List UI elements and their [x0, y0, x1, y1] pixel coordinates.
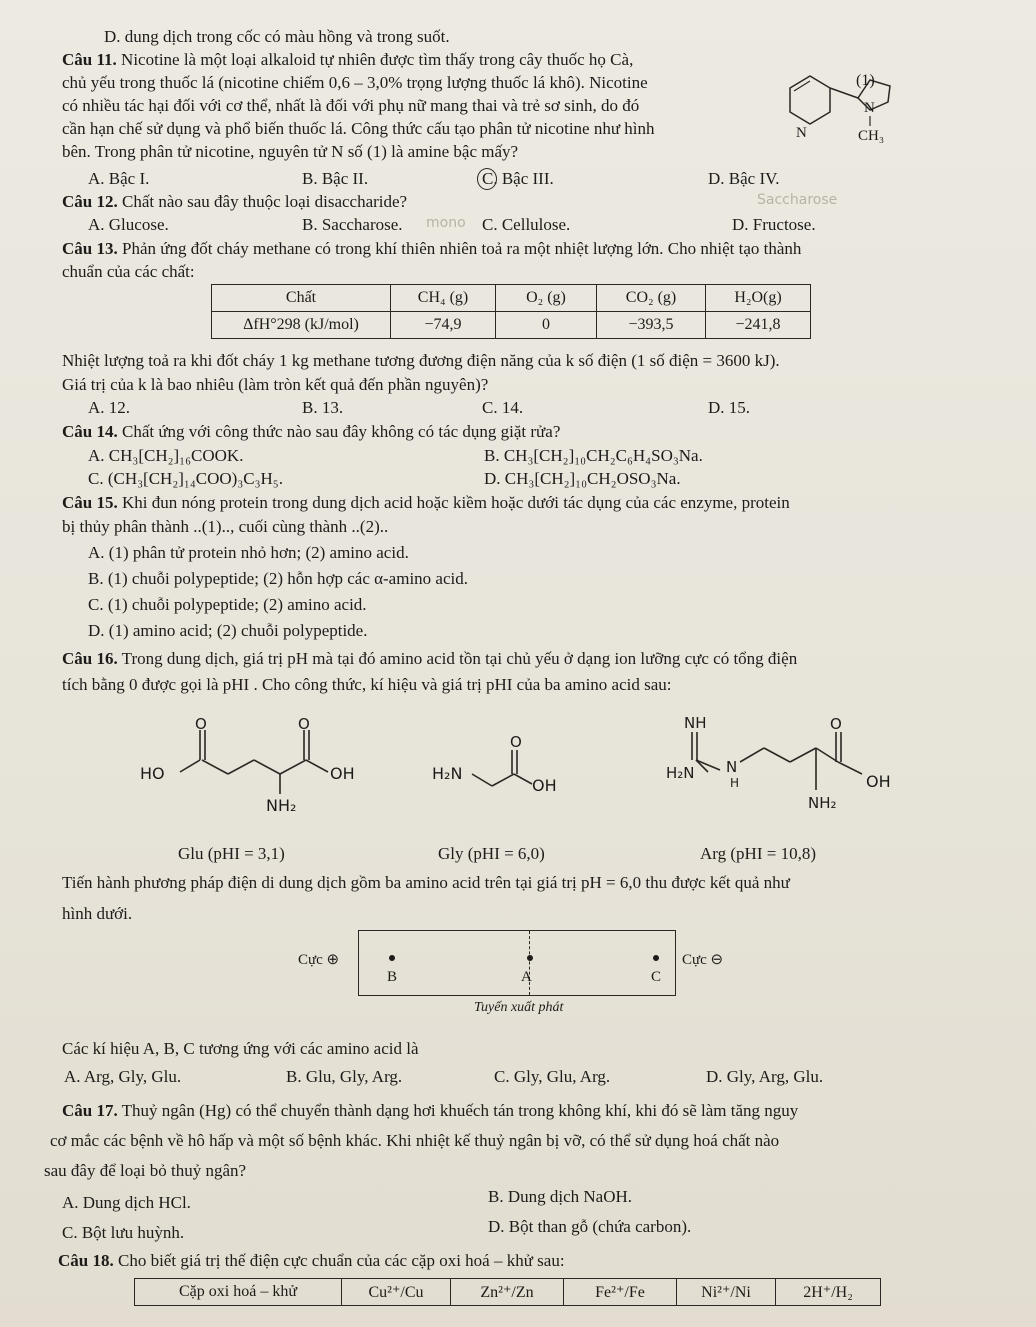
cathode-label: Cực ⊖ — [682, 952, 724, 968]
electrophoresis-box — [358, 930, 676, 996]
q13-line-4: Giá trị của k là bao nhiêu (làm tròn kết quả đến phần nguyên)? — [62, 375, 489, 394]
pencil-scribble-2: mono — [426, 215, 466, 231]
q14-stem: Câu 14. Chất ứng với công thức nào sau đây không có tác dụng giặt rửa? — [62, 422, 561, 441]
glu-o-2: O — [298, 715, 310, 733]
spot-a — [527, 955, 533, 961]
gly-o: O — [510, 733, 522, 751]
nicotine-n-2: N — [796, 125, 807, 141]
q16-option-b[interactable]: B. Glu, Gly, Arg. — [286, 1067, 403, 1086]
q13-option-c[interactable]: C. 14. — [482, 398, 524, 417]
anode-label: Cực ⊕ — [298, 952, 340, 968]
q16-line-4: hình dưới. — [62, 904, 133, 923]
spot-a-label: A — [521, 969, 532, 985]
q16-line-2: tích bằng 0 được gọi là pHI . Cho công thức, kí hiệu và giá trị pHI của ba amino acid sau: — [62, 675, 672, 694]
q14-option-d[interactable]: D. CH₃[CH₂]₁₀CH₂OSO₃Na. — [484, 469, 681, 488]
arg-nh: NH — [684, 714, 707, 732]
q15-option-c[interactable]: C. (1) chuỗi polypeptide; (2) amino acid. — [88, 595, 367, 614]
enthalpy-header-cell: H₂O(g) — [706, 285, 811, 312]
glu-structure — [150, 712, 360, 812]
pencil-scribble: Saccharose — [757, 192, 838, 208]
enthalpy-value-cell: −74,9 — [391, 312, 496, 339]
q11-option-c[interactable]: C. Bậc III. — [482, 169, 554, 188]
q17-option-b[interactable]: B. Dung dịch NaOH. — [488, 1187, 633, 1206]
redox-header-cell: Cặp oxi hoá – khử — [135, 1279, 342, 1306]
q17-line-2: cơ mắc các bệnh về hô hấp và một số bệnh khác. Khi nhiệt kế thuỷ ngân bị vỡ, có thể sử dụng hoá chất nào — [50, 1131, 780, 1150]
redox-header-cell: Ni²⁺/Ni — [677, 1279, 776, 1306]
answer-circle — [477, 168, 497, 190]
q10-option-d: D. dung dịch trong cốc có màu hồng và trong suốt. — [104, 27, 450, 46]
enthalpy-value-cell: ΔfH°298 (kJ/mol) — [212, 312, 391, 339]
nicotine-label-1: (1) — [856, 72, 875, 89]
redox-header-cell: 2H⁺/H₂ — [776, 1279, 881, 1306]
q12-option-b[interactable]: B. Saccharose. — [302, 215, 403, 234]
q15-option-a[interactable]: A. (1) phân tử protein nhỏ hơn; (2) amino acid. — [88, 543, 409, 562]
q15-option-d[interactable]: D. (1) amino acid; (2) chuỗi polypeptide. — [88, 621, 368, 640]
q11-line-3: có nhiều tác hại đối với cơ thể, nhất là đối với phụ nữ mang thai và trẻ sơ sinh, do đó — [62, 96, 640, 115]
gly-oh: OH — [532, 776, 557, 795]
q14-option-a[interactable]: A. CH₃[CH₂]₁₆COOK. — [88, 446, 244, 465]
spot-b — [389, 955, 395, 961]
question-number: Câu 15. — [62, 493, 118, 512]
q13-option-d[interactable]: D. 15. — [708, 398, 751, 417]
q16-option-a[interactable]: A. Arg, Gly, Glu. — [64, 1067, 182, 1086]
glu-o-1: O — [195, 715, 207, 733]
q12-option-a[interactable]: A. Glucose. — [88, 215, 169, 234]
q17-option-a[interactable]: A. Dung dịch HCl. — [62, 1193, 191, 1212]
nicotine-structure — [770, 58, 930, 158]
enthalpy-header-cell: CH₄ (g) — [391, 285, 496, 312]
redox-header-cell: Zn²⁺/Zn — [451, 1279, 564, 1306]
spot-c-label: C — [651, 969, 662, 985]
q16-option-d[interactable]: D. Gly, Arg, Glu. — [706, 1067, 824, 1086]
q12-option-c[interactable]: C. Cellulose. — [482, 215, 571, 234]
question-number: Câu 12. — [62, 192, 118, 211]
q11-option-d[interactable]: D. Bậc IV. — [708, 169, 780, 188]
glu-oh: OH — [330, 764, 355, 783]
q15-line-1: Câu 15. Khi đun nóng protein trong dung dịch acid hoặc kiềm hoặc dưới tác dụng của các enzyme, protein — [62, 493, 790, 512]
nicotine-ch3: CH₃ — [858, 128, 885, 144]
redox-table — [134, 1278, 881, 1306]
q11-line-5: bên. Trong phân tử nicotine, nguyên tử N số (1) là amine bậc mấy? — [62, 142, 519, 161]
q17-line-3: sau đây để loại bỏ thuỷ ngân? — [44, 1161, 247, 1180]
question-number: Câu 13. — [62, 239, 118, 258]
q11-line-4: cần hạn chế sử dụng và phổ biến thuốc lá. Công thức cấu tạo phân tử nicotine như hình — [62, 119, 655, 138]
q13-option-b[interactable]: B. 13. — [302, 398, 344, 417]
spot-b-label: B — [387, 969, 398, 985]
q16-line-1: Câu 16. Trong dung dịch, giá trị pH mà tại đó amino acid tồn tại chủ yếu ở dạng ion lưỡng cực có tổng điện — [62, 649, 798, 668]
question-number: Câu 11. — [62, 50, 117, 69]
spot-c — [653, 955, 659, 961]
q17-option-d[interactable]: D. Bột than gỗ (chứa carbon). — [488, 1217, 692, 1236]
q12-stem: Câu 12. Chất nào sau đây thuộc loại disaccharide? — [62, 192, 408, 211]
arg-nh2: NH₂ — [808, 794, 837, 812]
q11-line-2: chủ yếu trong thuốc lá (nicotine chiếm 0,6 – 3,0% trọng lượng thuốc lá khô). Nicotine — [62, 73, 648, 92]
q13-option-a[interactable]: A. 12. — [88, 398, 131, 417]
q11-option-b[interactable]: B. Bậc II. — [302, 169, 369, 188]
redox-header-cell: Cu²⁺/Cu — [342, 1279, 451, 1306]
gly-caption: Gly (pHI = 6,0) — [438, 844, 545, 863]
gly-h2n: H₂N — [432, 764, 463, 783]
glu-nh2: NH₂ — [266, 796, 297, 815]
q12-option-d[interactable]: D. Fructose. — [732, 215, 816, 234]
q13-line-2: chuẩn của các chất: — [62, 262, 195, 281]
enthalpy-header-cell: O₂ (g) — [496, 285, 597, 312]
q17-line-1: Câu 17. Thuỷ ngân (Hg) có thể chuyển thành dạng hơi khuếch tán trong không khí, khi đó sẽ làm tăng nguy — [62, 1101, 799, 1120]
enthalpy-value-cell: 0 — [496, 312, 597, 339]
question-number: Câu 17. — [62, 1101, 118, 1120]
enthalpy-header-cell: Chất — [212, 285, 391, 312]
q14-option-c[interactable]: C. (CH₃[CH₂]₁₄COO)₃C₃H₅. — [88, 469, 283, 488]
q16-line-5: Các kí hiệu A, B, C tương ứng với các amino acid là — [62, 1039, 419, 1058]
q15-option-b[interactable]: B. (1) chuỗi polypeptide; (2) hỗn hợp các α-amino acid. — [88, 569, 468, 588]
q15-line-2: bị thủy phân thành ..(1).., cuối cùng thành ..(2).. — [62, 517, 389, 536]
q13-line-3: Nhiệt lượng toả ra khi đốt cháy 1 kg methane tương đương điện năng của k số điện (1 số điện = 3600 kJ). — [62, 351, 780, 370]
q14-option-b[interactable]: B. CH₃[CH₂]₁₀CH₂C₆H₄SO₃Na. — [484, 446, 703, 465]
arg-oh: OH — [866, 772, 891, 791]
q17-option-c[interactable]: C. Bột lưu huỳnh. — [62, 1223, 185, 1242]
arg-h2n: H₂N — [666, 764, 695, 782]
nicotine-n-1: N — [864, 100, 875, 116]
arg-o: O — [830, 715, 842, 733]
q16-option-c[interactable]: C. Gly, Glu, Arg. — [494, 1067, 611, 1086]
arg-caption: Arg (pHI = 10,8) — [700, 844, 816, 863]
q18-stem: Câu 18. Cho biết giá trị thế điện cực chuẩn của các cặp oxi hoá – khử sau: — [58, 1251, 565, 1270]
q11-line-1: Câu 11. Nicotine là một loại alkaloid tự nhiên được tìm thấy trong cây thuốc họ Cà, — [62, 50, 634, 69]
q16-line-3: Tiến hành phương pháp điện di dung dịch gồm ba amino acid trên tại giá trị pH = 6,0 thu được kết quả như — [62, 873, 790, 892]
glu-caption: Glu (pHI = 3,1) — [178, 844, 285, 863]
enthalpy-table — [211, 284, 811, 339]
question-number: Câu 16. — [62, 649, 118, 668]
q11-option-a[interactable]: A. Bậc I. — [88, 169, 150, 188]
enthalpy-value-cell: −241,8 — [706, 312, 811, 339]
glu-ho: HO — [140, 764, 165, 783]
arg-structure — [640, 712, 900, 812]
enthalpy-header-cell: CO₂ (g) — [597, 285, 706, 312]
question-number: Câu 14. — [62, 422, 118, 441]
question-number: Câu 18. — [58, 1251, 114, 1270]
enthalpy-value-cell: −393,5 — [597, 312, 706, 339]
q13-line-1: Câu 13. Phản ứng đốt cháy methane có trong khí thiên nhiên toả ra một nhiệt lượng lớn. Cho nhiệt tạo thành — [62, 239, 802, 258]
start-line-label: Tuyến xuất phát — [474, 1000, 564, 1015]
arg-h: H — [730, 776, 740, 790]
arg-n: N — [726, 758, 738, 776]
redox-header-cell: Fe²⁺/Fe — [564, 1279, 677, 1306]
